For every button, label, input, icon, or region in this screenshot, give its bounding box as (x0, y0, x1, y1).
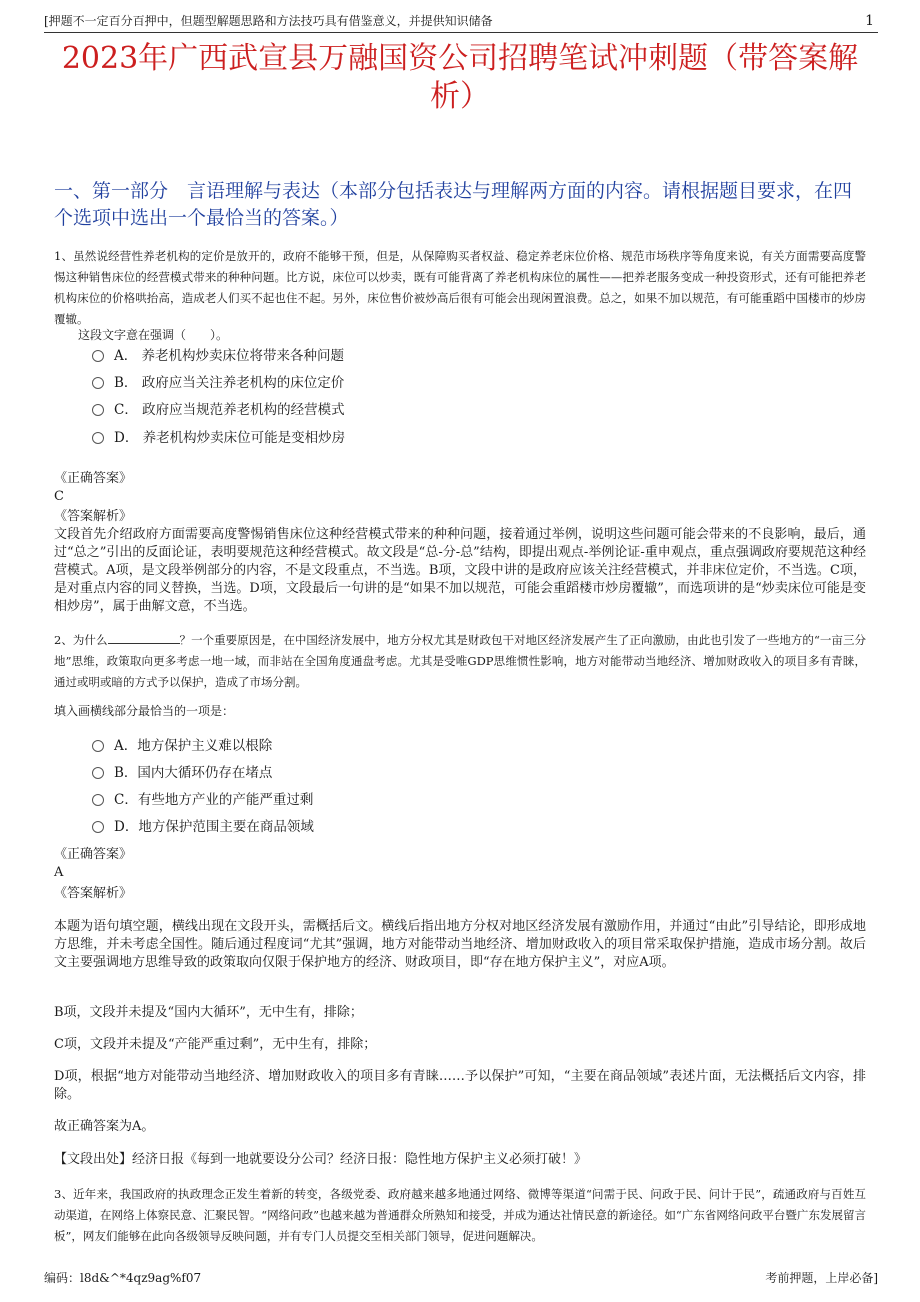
question-1-analysis: 文段首先介绍政府方面需要高度警惕销售床位这种经营模式带来的种种问题，接着通过举例，说明这些问题可能会带来的不良影响，最后，通过“总之”引出的反面论证，表明要规范这种经营模式。故文段是“总-分-总”结构，即提出观点-举例论证-重申观点，重点强调政府要规范这种经营模式。A项，是文段举例部分的内容，不是文段重点，不当选。B项，文段中讲的是政府应该关注经营模式，并非床位定价，不当选。C项，是对重点内容的同义替换，当选。D项，文段最后一句讲的是“如果不加以规范，可能会重蹈楼市炒房覆辙”，而选项讲的是“炒卖床位可能是变相炒房”，属于曲解文意，不当选。 (54, 527, 866, 614)
question-2-option-b[interactable]: B．国内大循环仍存在堵点 (92, 763, 272, 783)
radio-icon[interactable] (92, 740, 104, 752)
radio-icon[interactable] (92, 377, 104, 389)
page-number: 1 (865, 13, 874, 29)
document-title: 2023年广西武宣县万融国资公司招聘笔试冲刺题（带答案解析） (61, 41, 859, 114)
question-2-answer: A (54, 865, 64, 880)
radio-icon[interactable] (92, 821, 104, 833)
radio-icon[interactable] (92, 794, 104, 806)
question-1-answer: C (54, 489, 64, 504)
section-heading: 一、第一部分 言语理解与表达（本部分包括表达与理解两方面的内容。请根据题目要求，在四个选项中选出一个最恰当的答案。） (54, 180, 853, 229)
question-2-analysis-c: C项，文段并未提及“产能严重过剩”，无中生有，排除； (54, 1037, 377, 1052)
question-1-option-d[interactable]: D． 养老机构炒卖床位可能是变相炒房 (92, 428, 345, 448)
question-2-source: 【文段出处】经济日报《每到一地就要设分公司？经济日报：隐性地方保护主义必须打破！》 (54, 1152, 588, 1167)
page-header (44, 12, 878, 33)
question-2-option-c[interactable]: C．有些地方产业的产能严重过剩 (92, 790, 313, 810)
header-text: [押题不一定百分百押中，但题型解题思路和方法技巧具有借鉴意义，并提供知识储备 (44, 14, 493, 28)
question-1-answer-label: 《正确答案》 (54, 471, 133, 486)
question-2-analysis-conclusion: 故正确答案为A。 (54, 1119, 155, 1134)
question-2-option-a[interactable]: A．地方保护主义难以根除 (92, 736, 272, 756)
radio-icon[interactable] (92, 432, 104, 444)
question-2-analysis-b: B项，文段并未提及“国内大循环”，无中生有，排除； (54, 1005, 363, 1020)
question-1-analysis-label: 《答案解析》 (54, 509, 133, 524)
question-2-analysis-main: 本题为语句填空题，横线出现在文段开头，需概括后文。横线后指出地方分权对地区经济发展有激励作用，并通过“由此”引导结论，即形成地方思维，并未考虑全国性。随后通过程度词“尤其”强调，地方对能带动当地经济、增加财政收入的项目常采取保护措施，造成市场分割。故后文主要强调地方思维导致的政策取向仅限于保护地方的经济、财政项目，即“存在地方保护主义”，对应A项。 (54, 919, 866, 970)
question-3-stem: 3、近年来，我国政府的执政理念正发生着新的转变，各级党委、政府越来越多地通过网络、微博等渠道“问需于民、问政于民、问计于民”，疏通政府与百姓互动渠道，在网络上体察民意、汇聚民智。“网络问政”也越来越为普通群众所熟知和接受，并成为通达社情民意的新途径。如“广东省网络问政平台暨广东发展留言板”，网友们能够在此向各级领导反映问题，并有专门人员提交至相关部门领导，促进问题解决。 (54, 1187, 866, 1243)
radio-icon[interactable] (92, 404, 104, 416)
question-1-prompt: 这段文字意在强调（ ）。 (78, 328, 229, 342)
question-1-option-b[interactable]: B． 政府应当关注养老机构的床位定价 (92, 373, 344, 393)
question-1-option-a[interactable]: A． 养老机构炒卖床位将带来各种问题 (92, 346, 344, 366)
question-2-stem: 2、为什么 ？一个重要原因是，在中国经济发展中，地方分权尤其是财政包干对地区经济发展产生了正向激励，由此也引发了一些地方的“一亩三分地”思维，政策取向更多考虑一地一域，而非站在全国角度通盘考虑。尤其是受唯GDP思维惯性影响，地方对能带动当地经济、增加财政收入的项目多有青睐，通过或明或暗的方式予以保护，造成了市场分割。 (54, 633, 866, 689)
question-2-prompt: 填入画横线部分最恰当的一项是： (54, 704, 235, 718)
question-2-answer-label: 《正确答案》 (54, 847, 133, 862)
footer-code: 编码：l8d&^*4qz9ag%f07 (44, 1271, 202, 1285)
radio-icon[interactable] (92, 350, 104, 362)
footer-slogan: 考前押题，上岸必备] (765, 1271, 878, 1285)
question-1-option-c[interactable]: C． 政府应当规范养老机构的经营模式 (92, 400, 345, 420)
question-1-stem: 1、虽然说经营性养老机构的定价是放开的，政府不能够干预，但是，从保障购买者权益、稳定养老床位价格、规范市场秩序等角度来说，有关方面需要高度警惕这种销售床位的经营模式带来的种种问题。比方说，床位可以炒卖，既有可能背离了养老机构床位的属性——把养老服务变成一种投资形式，还有可能把养老机构床位的价格哄抬高，造成老人们买不起也住不起。另外，床位售价被炒高后很有可能会出现闲置浪费。总之，如果不加以规范，有可能重蹈中国楼市的炒房覆辙。 (54, 249, 866, 326)
question-2-analysis-d: D项，根据“地方对能带动当地经济、增加财政收入的项目多有青睐……予以保护”可知，“主要在商品领域”表述片面，无法概括后文内容，排除。 (54, 1069, 866, 1102)
fill-blank (108, 631, 180, 644)
question-2-option-d[interactable]: D．地方保护范围主要在商品领域 (92, 817, 314, 837)
question-2-analysis-label: 《答案解析》 (54, 886, 133, 901)
radio-icon[interactable] (92, 767, 104, 779)
